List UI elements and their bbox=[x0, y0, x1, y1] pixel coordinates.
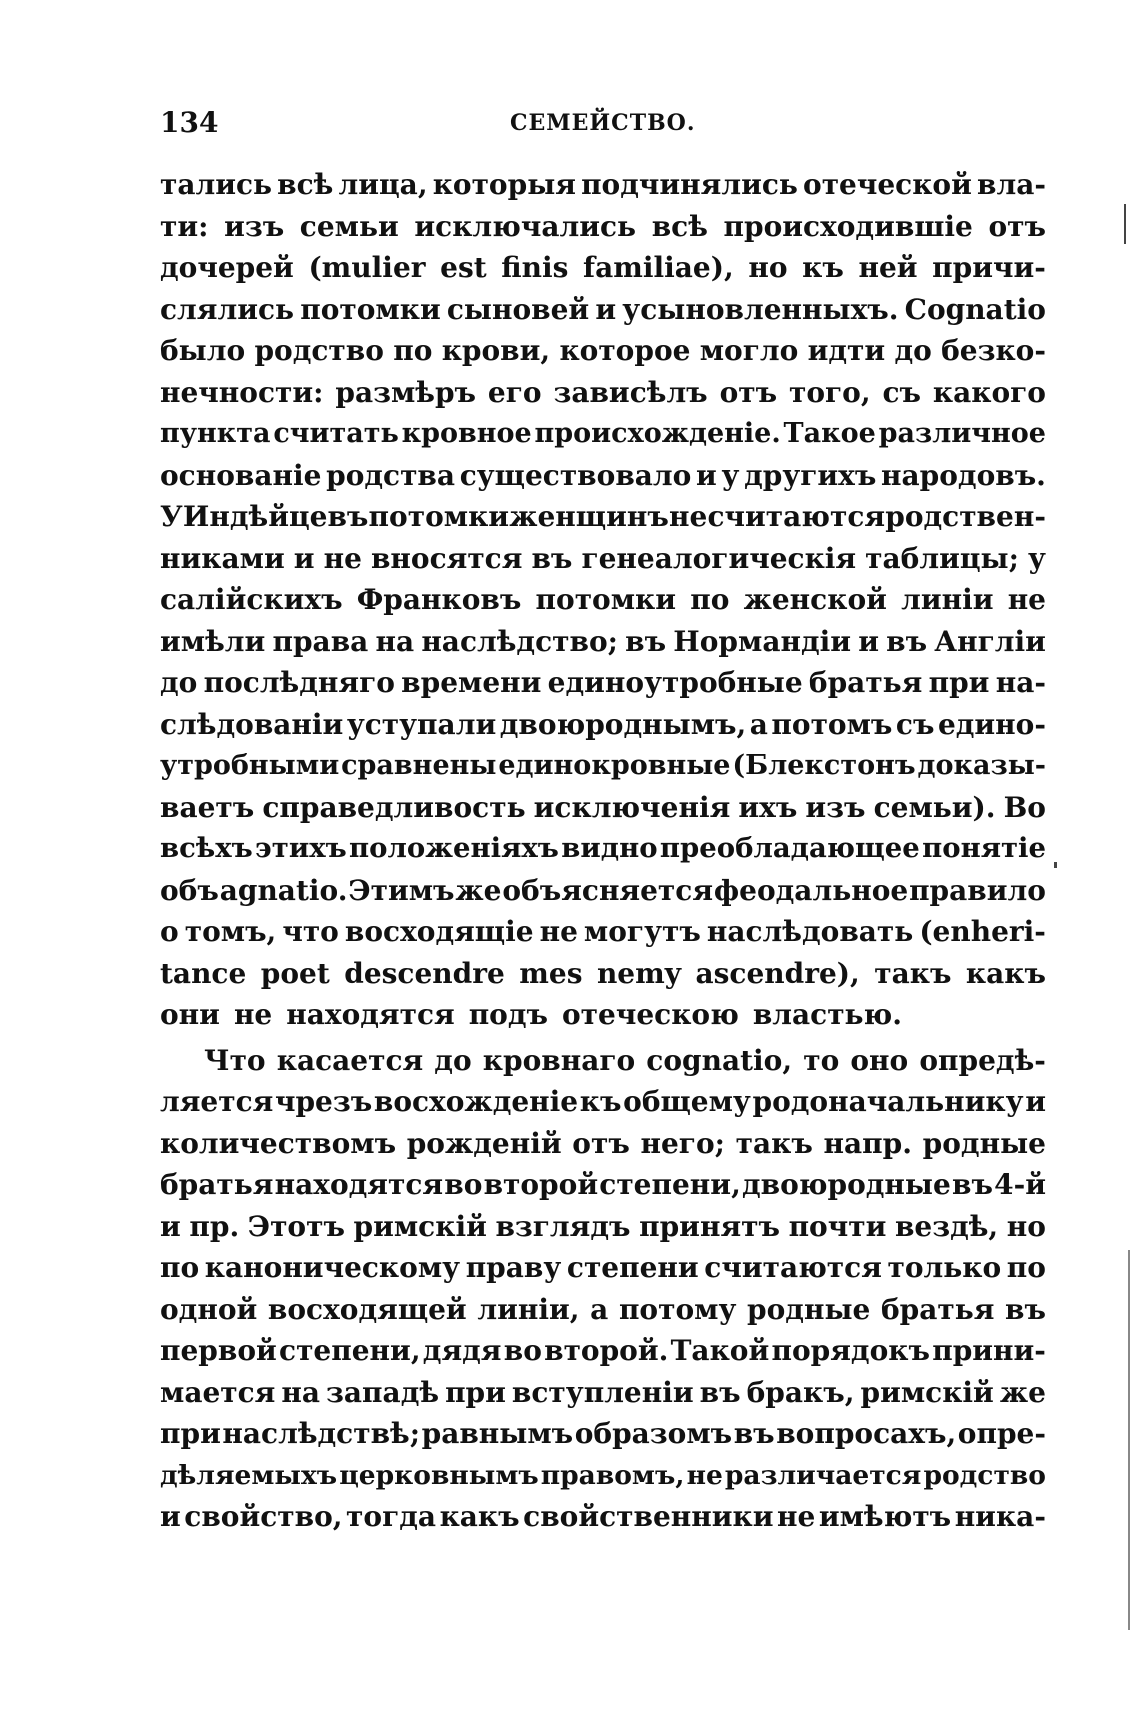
text-line: основаніе родства существовало и у другихъ народовъ. bbox=[160, 458, 1046, 492]
body-text bbox=[160, 164, 1046, 1538]
text-line: до послѣдняго времени единоутробные братья при на- bbox=[160, 666, 1046, 699]
text-line: и пр. Этотъ римскій взглядъ принятъ почти вездѣ, но bbox=[160, 1209, 1046, 1243]
text-line: tance poet descendre mes nemy ascendre), такъ какъ bbox=[160, 956, 1046, 990]
scan-edge-mark bbox=[1124, 204, 1126, 244]
running-head: СЕМЕЙСТВО. bbox=[510, 110, 696, 136]
text-line: ти: изъ семьи исключались всѣ происходившіе отъ bbox=[160, 209, 1046, 243]
text-line: они не находятся подъ отеческою властью. bbox=[160, 998, 903, 1031]
text-line: У Индѣйцевъ потомки женщинъ не считаются родствен- bbox=[160, 500, 1046, 533]
text-line: дѣляемыхъ церковнымъ правомъ, не различается родство bbox=[160, 1459, 1046, 1491]
text-line: одной восходящей линіи, а потому родные братья въ bbox=[160, 1292, 1046, 1326]
text-line: никами и не вносятся въ генеалогическія таблицы; у bbox=[160, 541, 1046, 575]
text-line: всѣхъ этихъ положеніяхъ видно преобладающее понятіе bbox=[160, 832, 1046, 864]
text-line: братья находятся во второй степени, двоюродные въ 4-й bbox=[160, 1168, 1046, 1201]
text-line: тались всѣ лица, которыя подчинялись отеческой вла- bbox=[160, 168, 1046, 201]
text-line: нечности: размѣръ его зависѣлъ отъ того, съ какого bbox=[160, 375, 1046, 409]
text-line: о томъ, что восходящіе не могутъ наслѣдовать (enheri- bbox=[160, 915, 1046, 948]
page-header bbox=[160, 106, 1050, 146]
page-number: 134 bbox=[160, 106, 219, 139]
text-line: дочерей (mulier est finis familiae), но къ ней причи- bbox=[160, 251, 1046, 284]
scan-edge-mark bbox=[1128, 1250, 1130, 1630]
text-line: при наслѣдствѣ; равнымъ образомъ въ вопросахъ, опре- bbox=[160, 1417, 1046, 1450]
text-line: утробными сравнены единокровные (Блекстонъ доказы- bbox=[160, 750, 1046, 781]
text-line: салійскихъ Франковъ потомки по женской линіи не bbox=[160, 583, 1046, 616]
text-line: слялись потомки сыновей и усыновленныхъ. Cognatio bbox=[160, 292, 1046, 326]
scan-edge-mark bbox=[1054, 862, 1057, 868]
text-line: было родство по крови, которое могло идти до безко- bbox=[160, 334, 1046, 367]
text-line: мается на западѣ при вступленіи въ бракъ, римскій же bbox=[160, 1375, 1046, 1409]
text-line: первой степени, дядя во второй. Такой порядокъ прини- bbox=[160, 1334, 1046, 1367]
text-line: ляется чрезъ восхожденіе къ общему родоначальнику и bbox=[160, 1085, 1046, 1118]
text-line: объ agnatio. Этимъ же объясняется феодальное правило bbox=[160, 873, 1046, 907]
text-line: слѣдованіи уступали двоюроднымъ, а потомъ съ едино- bbox=[160, 707, 1046, 741]
paragraph bbox=[160, 164, 1046, 1036]
text-line: по каноническому праву степени считаются только по bbox=[160, 1251, 1046, 1284]
text-line: имѣли права на наслѣдство; въ Нормандіи и въ Англіи bbox=[160, 624, 1046, 658]
text-line: Что касается до кровнаго cognatio, то оно опредѣ- bbox=[204, 1043, 1046, 1077]
text-line: пункта считать кровное происхожденіе. Такое различное bbox=[160, 418, 1046, 449]
text-line: количествомъ рожденій отъ него; такъ напр. родные bbox=[160, 1126, 1046, 1160]
paragraph bbox=[160, 1040, 1046, 1538]
text-line: ваетъ справедливость исключенія ихъ изъ семьи). Во bbox=[160, 790, 1046, 824]
text-line: и свойство, тогда какъ свойственники не имѣютъ ника- bbox=[160, 1500, 1046, 1533]
